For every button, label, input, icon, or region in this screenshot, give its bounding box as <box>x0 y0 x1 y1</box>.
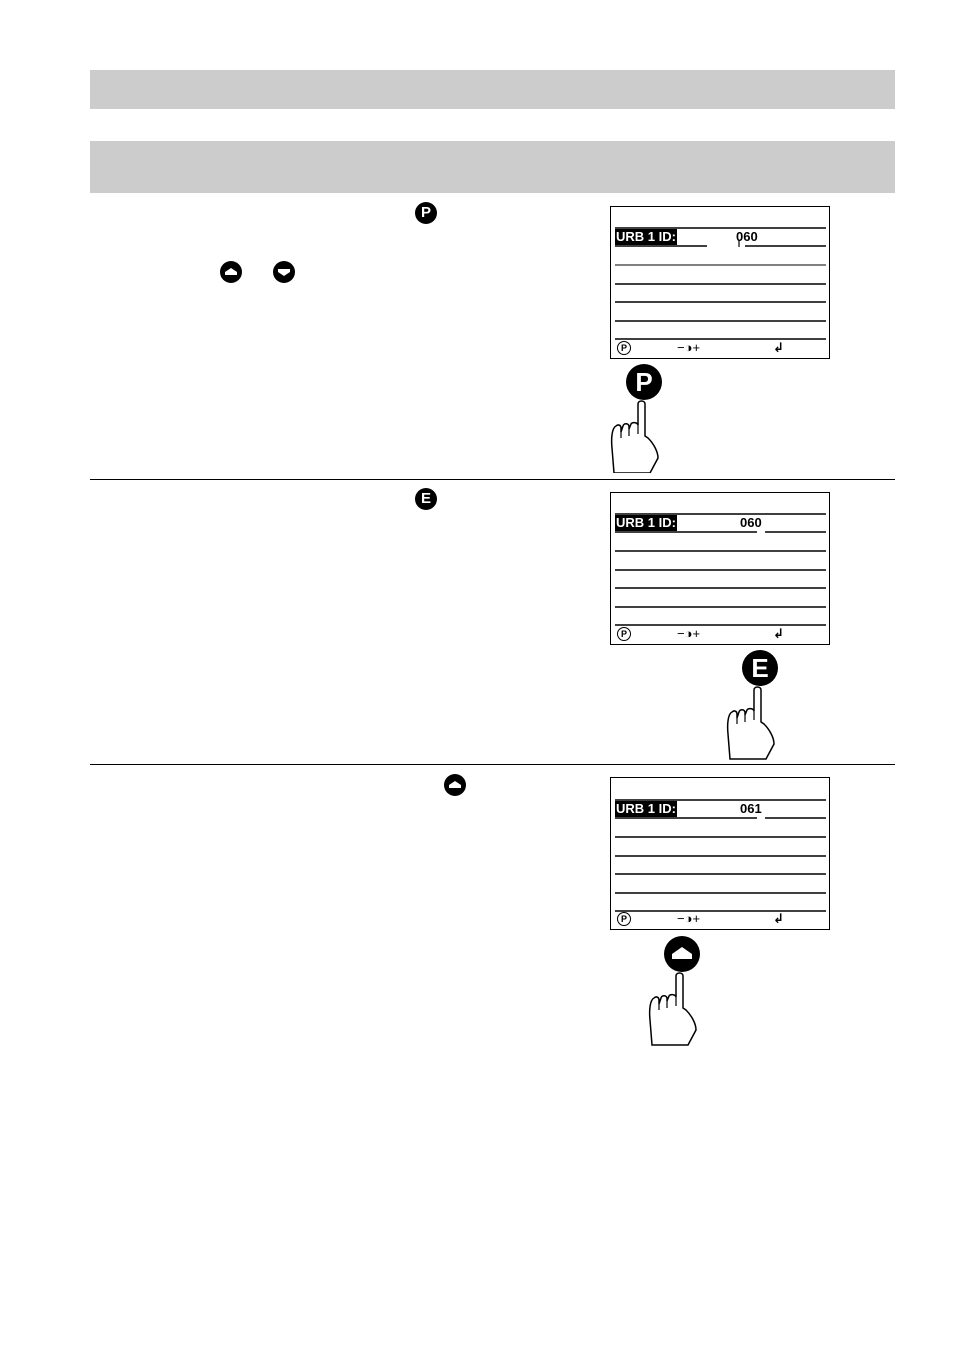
lcd-softkey-row <box>615 626 825 642</box>
e-key-icon <box>415 488 437 510</box>
p-key-label: P <box>420 204 431 221</box>
header-bar <box>90 70 895 109</box>
e-button-icon <box>742 650 778 686</box>
lcd-field-value: 060 <box>736 229 758 244</box>
lcd-softkey-row <box>615 340 825 356</box>
softkey-p-icon: P <box>617 341 631 355</box>
softkey-contrast-icon: −◑+ <box>677 911 701 926</box>
p-button-label: P <box>635 367 653 397</box>
p-key-icon <box>415 202 437 224</box>
lcd-screen-step2 <box>610 492 830 645</box>
press-e-illustration <box>726 650 786 765</box>
softkey-p-icon: P <box>617 627 631 641</box>
softkey-enter-icon: ↲ <box>773 626 784 641</box>
p-button-icon <box>626 364 662 400</box>
up-button-icon <box>664 936 700 972</box>
softkey-enter-icon: ↲ <box>773 340 784 355</box>
press-up-illustration <box>648 936 708 1051</box>
up-key-icon <box>444 774 466 796</box>
lcd-screen-step3 <box>610 777 830 930</box>
softkey-p-icon: P <box>617 912 631 926</box>
e-key-label: E <box>420 490 431 507</box>
press-p-illustration <box>610 362 670 477</box>
pointing-hand-icon <box>648 970 708 1048</box>
pointing-hand-icon <box>726 684 786 762</box>
e-button-label: E <box>751 653 769 683</box>
lcd-softkey-row <box>615 911 825 927</box>
step-divider <box>90 764 895 765</box>
down-key-icon <box>273 261 295 283</box>
lcd-field-label: URB 1 ID: <box>616 515 676 530</box>
lcd-field-value: 060 <box>740 515 762 530</box>
lcd-field-label: URB 1 ID: <box>616 801 676 816</box>
up-key-icon <box>220 261 242 283</box>
softkey-contrast-icon: −◑+ <box>677 626 701 641</box>
lcd-field-label: URB 1 ID: <box>616 229 676 244</box>
step-divider <box>90 479 895 480</box>
softkey-contrast-icon: −◑+ <box>677 340 701 355</box>
pointing-hand-icon <box>610 398 670 473</box>
section-header-bar <box>90 141 895 193</box>
lcd-field-value: 061 <box>740 801 762 816</box>
softkey-enter-icon: ↲ <box>773 911 784 926</box>
lcd-screen-step1 <box>610 206 830 359</box>
